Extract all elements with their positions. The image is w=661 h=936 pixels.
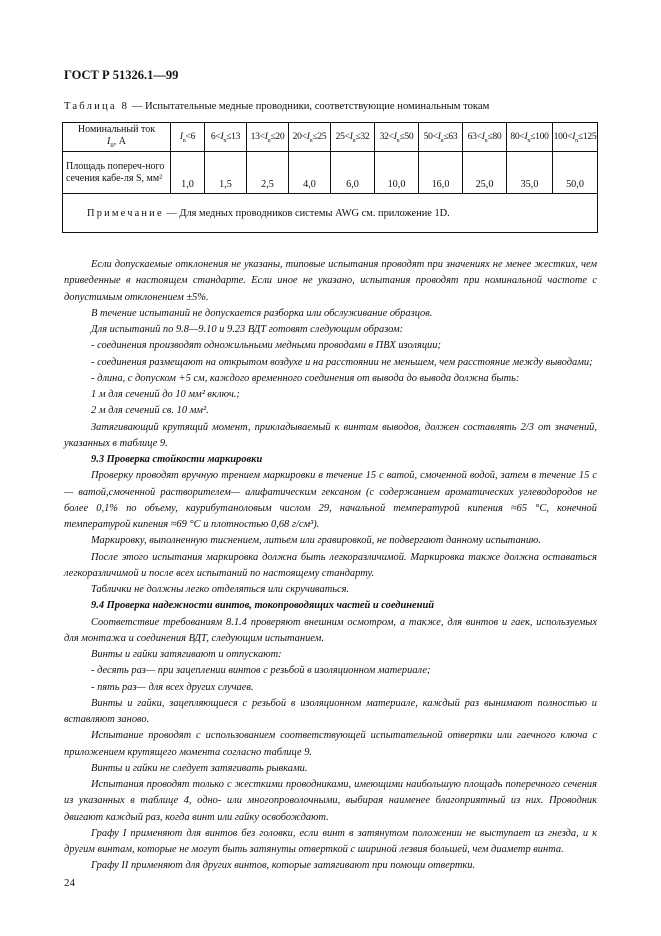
current-range-cell: $13<I_n\le 20$ — [247, 123, 289, 152]
table-value-row — [63, 152, 598, 194]
paragraph: Винты и гайки затягивают и отпускают: — [91, 649, 282, 660]
paragraph: - пять раз— для всех других случаев. — [91, 681, 254, 693]
paragraph: Испытание проводят с использованием соответствующей испытательной отвертки или гаечного ключа с приложением крутящего момента согласно таблице 9. — [64, 730, 597, 758]
table-caption-label: Таблица 8 — [64, 101, 130, 112]
paragraph: 1 м для сечений до 10 мм² включ.; — [91, 389, 240, 400]
current-range-cell: $80<I_n\le 100$ — [507, 123, 553, 152]
cross-section-value: 50,0 — [553, 152, 598, 194]
current-header-cell — [63, 123, 171, 152]
table-caption — [64, 101, 489, 112]
table-note — [63, 194, 598, 233]
current-range-cell: $20<I_n\le 25$ — [289, 123, 331, 152]
paragraph: Проверку проводят вручную трением маркировки в течение 15 с ватой, смоченной водой, затем в течение 15 с — ватой,смоченной растворителем— алифатическим гексаном (с содержанием ароматических углеводородов не более 0,1% по объему, каурибутаноловым числом 29, начальной температурой кипения ≈65 °С, конечной температурой кипения ≈69 °С и плотностью 0,68 г/см³). — [64, 470, 597, 530]
cross-section-value: 6,0 — [331, 152, 375, 194]
paragraph: Маркировку, выполненную тиснением, литьем или гравировкой, не подвергают данному испытанию. — [91, 535, 542, 547]
paragraph: - соединения размещают на открытом воздухе и на расстоянии не меньшем, чем расстояние между выводами; — [91, 356, 593, 368]
current-header-line1: Номинальный ток — [77, 124, 156, 135]
paragraph: Для испытаний по 9.8—9.10 и 9.23 ВДТ готовят следующим образом: — [91, 324, 404, 335]
cross-section-value: 1,5 — [205, 152, 247, 194]
section-heading: 9.4 Проверка надежности винтов, токопроводящих частей и соединений — [91, 600, 435, 612]
note-label: Примечание — [87, 207, 164, 219]
paragraph: После этого испытания маркировка должна быть легкоразличимой. Маркировка также должна оставаться легкоразличимой и после всех испытаний по настоящему стандарту. — [64, 551, 597, 579]
cross-section-value: 1,0 — [171, 152, 205, 194]
paragraph: - соединения производят одножильными медными проводами в ПВХ изоляции; — [91, 340, 441, 352]
cross-section-value: 16,0 — [419, 152, 463, 194]
table-header-row — [63, 123, 598, 152]
cross-section-value: 25,0 — [463, 152, 507, 194]
paragraph: Если допускаемые отклонения не указаны, типовые испытания проводят при значениях не менее жестких, чем приведенные в настоящем стандарте. Если иное не указано, испытания проводят при номинальной частоте с допустимым отклонением ±5%. — [64, 259, 597, 303]
paragraph: Графу II применяют для других винтов, которые затягивают при помощи отвертки. — [91, 860, 476, 872]
paragraph: Испытания проводят только с жесткими проводниками, имеющими наибольшую площадь поперечного сечения из указанных в таблице 4, одно- или многопроволочными, выбирая наименее благоприятный из них. Проводник двигают каждый раз, когда винт или гайку освобождают. — [64, 779, 597, 823]
table-note-row — [63, 194, 598, 233]
current-range-cell: $50<I_n\le 63$ — [419, 123, 463, 152]
paragraph: Таблички не должны легко отделяться или скручиваться. — [91, 584, 350, 595]
current-range-cell: $6<I_n\le 13$ — [205, 123, 247, 152]
note-text: — Для медных проводников системы AWG см. приложение 1D. — [163, 207, 450, 219]
cross-section-value: 35,0 — [507, 152, 553, 194]
standard-header: ГОСТ Р 51326.1—99 — [64, 68, 179, 82]
paragraph: Винты и гайки не следует затягивать рывками. — [91, 762, 308, 774]
table-caption-text: — Испытательные медные проводники, соответствующие номинальным токам — [129, 101, 490, 112]
current-range-cell: $100<I_n\le 125$ — [553, 123, 598, 152]
paragraph: Соответствие требованиям 8.1.4 проверяют внешним осмотром, а также, для винтов и гаек, используемых для монтажа и соединения ВДТ, следующим испытанием. — [64, 616, 597, 644]
cross-section-value: 4,0 — [289, 152, 331, 194]
current-range-cell: $25<I_n\le 32$ — [331, 123, 375, 152]
paragraph: - десять раз— при зацеплении винтов с резьбой в изоляционном материале; — [91, 665, 431, 677]
paragraph: 2 м для сечений св. 10 мм². — [91, 405, 209, 417]
section-heading: 9.3 Проверка стойкости маркировки — [91, 454, 263, 465]
cross-section-label: Площадь попереч-ного сечения кабе-ля S, мм² — [63, 152, 171, 194]
current-range-cell: $I_n<6$ — [171, 123, 205, 152]
paragraph: Графу I применяют для винтов без головки, если винт в затянутом положении не выступает из гнезда, и к другим винтам, которые не могут быть затянуты отверткой с шириной лезвия большей, чем диаметр винта. — [64, 827, 597, 855]
body-text — [64, 257, 597, 875]
current-range-cell: $32<I_n\le 50$ — [375, 123, 419, 152]
current-range-cell: $63<I_n\le 80$ — [463, 123, 507, 152]
paragraph: Винты и гайки, зацепляющиеся с резьбой в изоляционном материале, каждый раз вынимают полностью и вставляют заново. — [64, 697, 597, 725]
paragraph: Затягивающий крутящий момент, прикладываемый к винтам выводов, должен составлять 2/3 от значений, указанных в таблице 9. — [64, 421, 597, 449]
cross-section-value: 10,0 — [375, 152, 419, 194]
test-conductors-table — [62, 122, 598, 233]
current-header-line2: $I_n$, А — [106, 136, 127, 149]
cross-section-value: 2,5 — [247, 152, 289, 194]
page-number: 24 — [64, 877, 75, 889]
paragraph: В течение испытаний не допускается разборка или обслуживание образцов. — [91, 307, 433, 319]
paragraph: - длина, с допуском +5 см, каждого временного соединения от вывода до вывода должна быть: — [91, 372, 520, 384]
